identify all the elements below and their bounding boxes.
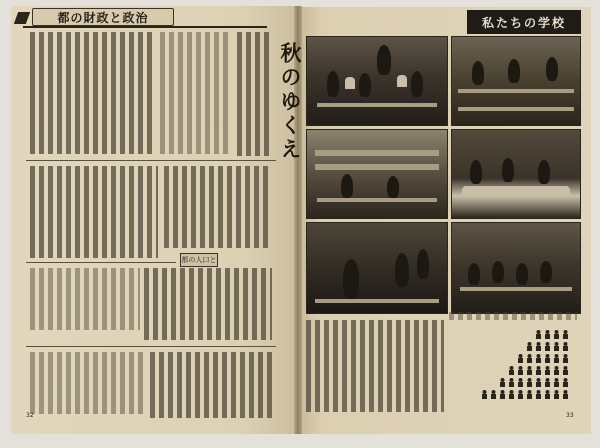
photo-library bbox=[306, 129, 448, 219]
pictogram-figure bbox=[527, 390, 532, 399]
article-columns-right-caption bbox=[449, 312, 577, 320]
article-columns-mid-left bbox=[30, 166, 158, 258]
pictogram-figure bbox=[545, 390, 550, 399]
section-divider-1 bbox=[26, 160, 276, 161]
pictogram-figure bbox=[527, 378, 532, 387]
photo-workshop bbox=[306, 222, 448, 314]
section-divider-2 bbox=[26, 262, 176, 263]
pictogram-figure bbox=[554, 342, 559, 351]
pictogram-figure bbox=[536, 354, 541, 363]
photo-classroom-teacher bbox=[306, 36, 448, 126]
header-rule bbox=[23, 26, 267, 28]
article-columns-bottom-left bbox=[30, 352, 146, 414]
pictogram-figure bbox=[563, 378, 568, 387]
pictogram-figure bbox=[536, 330, 541, 339]
section-header-title: 都の財政と政治 bbox=[32, 8, 174, 26]
pictogram-figure bbox=[563, 354, 568, 363]
photo-children-classroom bbox=[451, 222, 581, 314]
pictogram-figure bbox=[518, 366, 523, 375]
pictogram-figure bbox=[563, 330, 568, 339]
article-columns-top-left bbox=[30, 32, 156, 154]
pictogram-figure bbox=[482, 390, 487, 399]
article-columns-right-lower bbox=[306, 320, 444, 412]
pictogram-figure bbox=[491, 390, 496, 399]
article-columns-bottom-right bbox=[150, 352, 272, 418]
pictogram-figure bbox=[509, 390, 514, 399]
pictogram-figure bbox=[545, 342, 550, 351]
pictogram-chart bbox=[449, 322, 577, 408]
pictogram-figure bbox=[554, 390, 559, 399]
article-heading: 秋のゆくえ bbox=[278, 42, 303, 162]
pictogram-figure bbox=[545, 366, 550, 375]
pictogram-figure bbox=[527, 342, 532, 351]
pictogram-figure bbox=[500, 378, 505, 387]
pictogram-figure bbox=[563, 366, 568, 375]
pictogram-figure bbox=[554, 378, 559, 387]
pictogram-figure bbox=[509, 366, 514, 375]
pictogram-figure bbox=[536, 390, 541, 399]
pictogram-figure bbox=[509, 378, 514, 387]
pictogram-figure bbox=[554, 366, 559, 375]
pictogram-figure bbox=[545, 378, 550, 387]
section-label: 都の人口と bbox=[180, 253, 218, 267]
pictogram-figure bbox=[518, 390, 523, 399]
pictogram-figure bbox=[527, 366, 532, 375]
pictogram-figure bbox=[518, 378, 523, 387]
pictogram-figure bbox=[545, 330, 550, 339]
page-banner-title: 私たちの学校 bbox=[467, 10, 581, 34]
pictogram-figure bbox=[563, 390, 568, 399]
pictogram-figure bbox=[518, 354, 523, 363]
article-columns-low-left bbox=[30, 268, 140, 330]
article-columns-top-mid bbox=[160, 32, 232, 154]
pictogram-figure bbox=[554, 330, 559, 339]
photo-classroom-study bbox=[451, 36, 581, 126]
pictogram-figure bbox=[536, 366, 541, 375]
article-columns-low-mid bbox=[144, 268, 272, 340]
pictogram-figure bbox=[500, 390, 505, 399]
page-number-left: 32 bbox=[26, 412, 34, 419]
pictogram-figure bbox=[536, 342, 541, 351]
photo-sewing-class bbox=[451, 129, 581, 219]
article-columns-top-right bbox=[237, 32, 273, 156]
pictogram-figure bbox=[536, 378, 541, 387]
page-number-right: 33 bbox=[566, 412, 574, 419]
pictogram-figure bbox=[554, 354, 559, 363]
article-columns-mid-right bbox=[164, 166, 272, 248]
section-divider-3 bbox=[26, 346, 276, 347]
pictogram-figure bbox=[527, 354, 532, 363]
pictogram-figure bbox=[563, 342, 568, 351]
pictogram-figure bbox=[545, 354, 550, 363]
